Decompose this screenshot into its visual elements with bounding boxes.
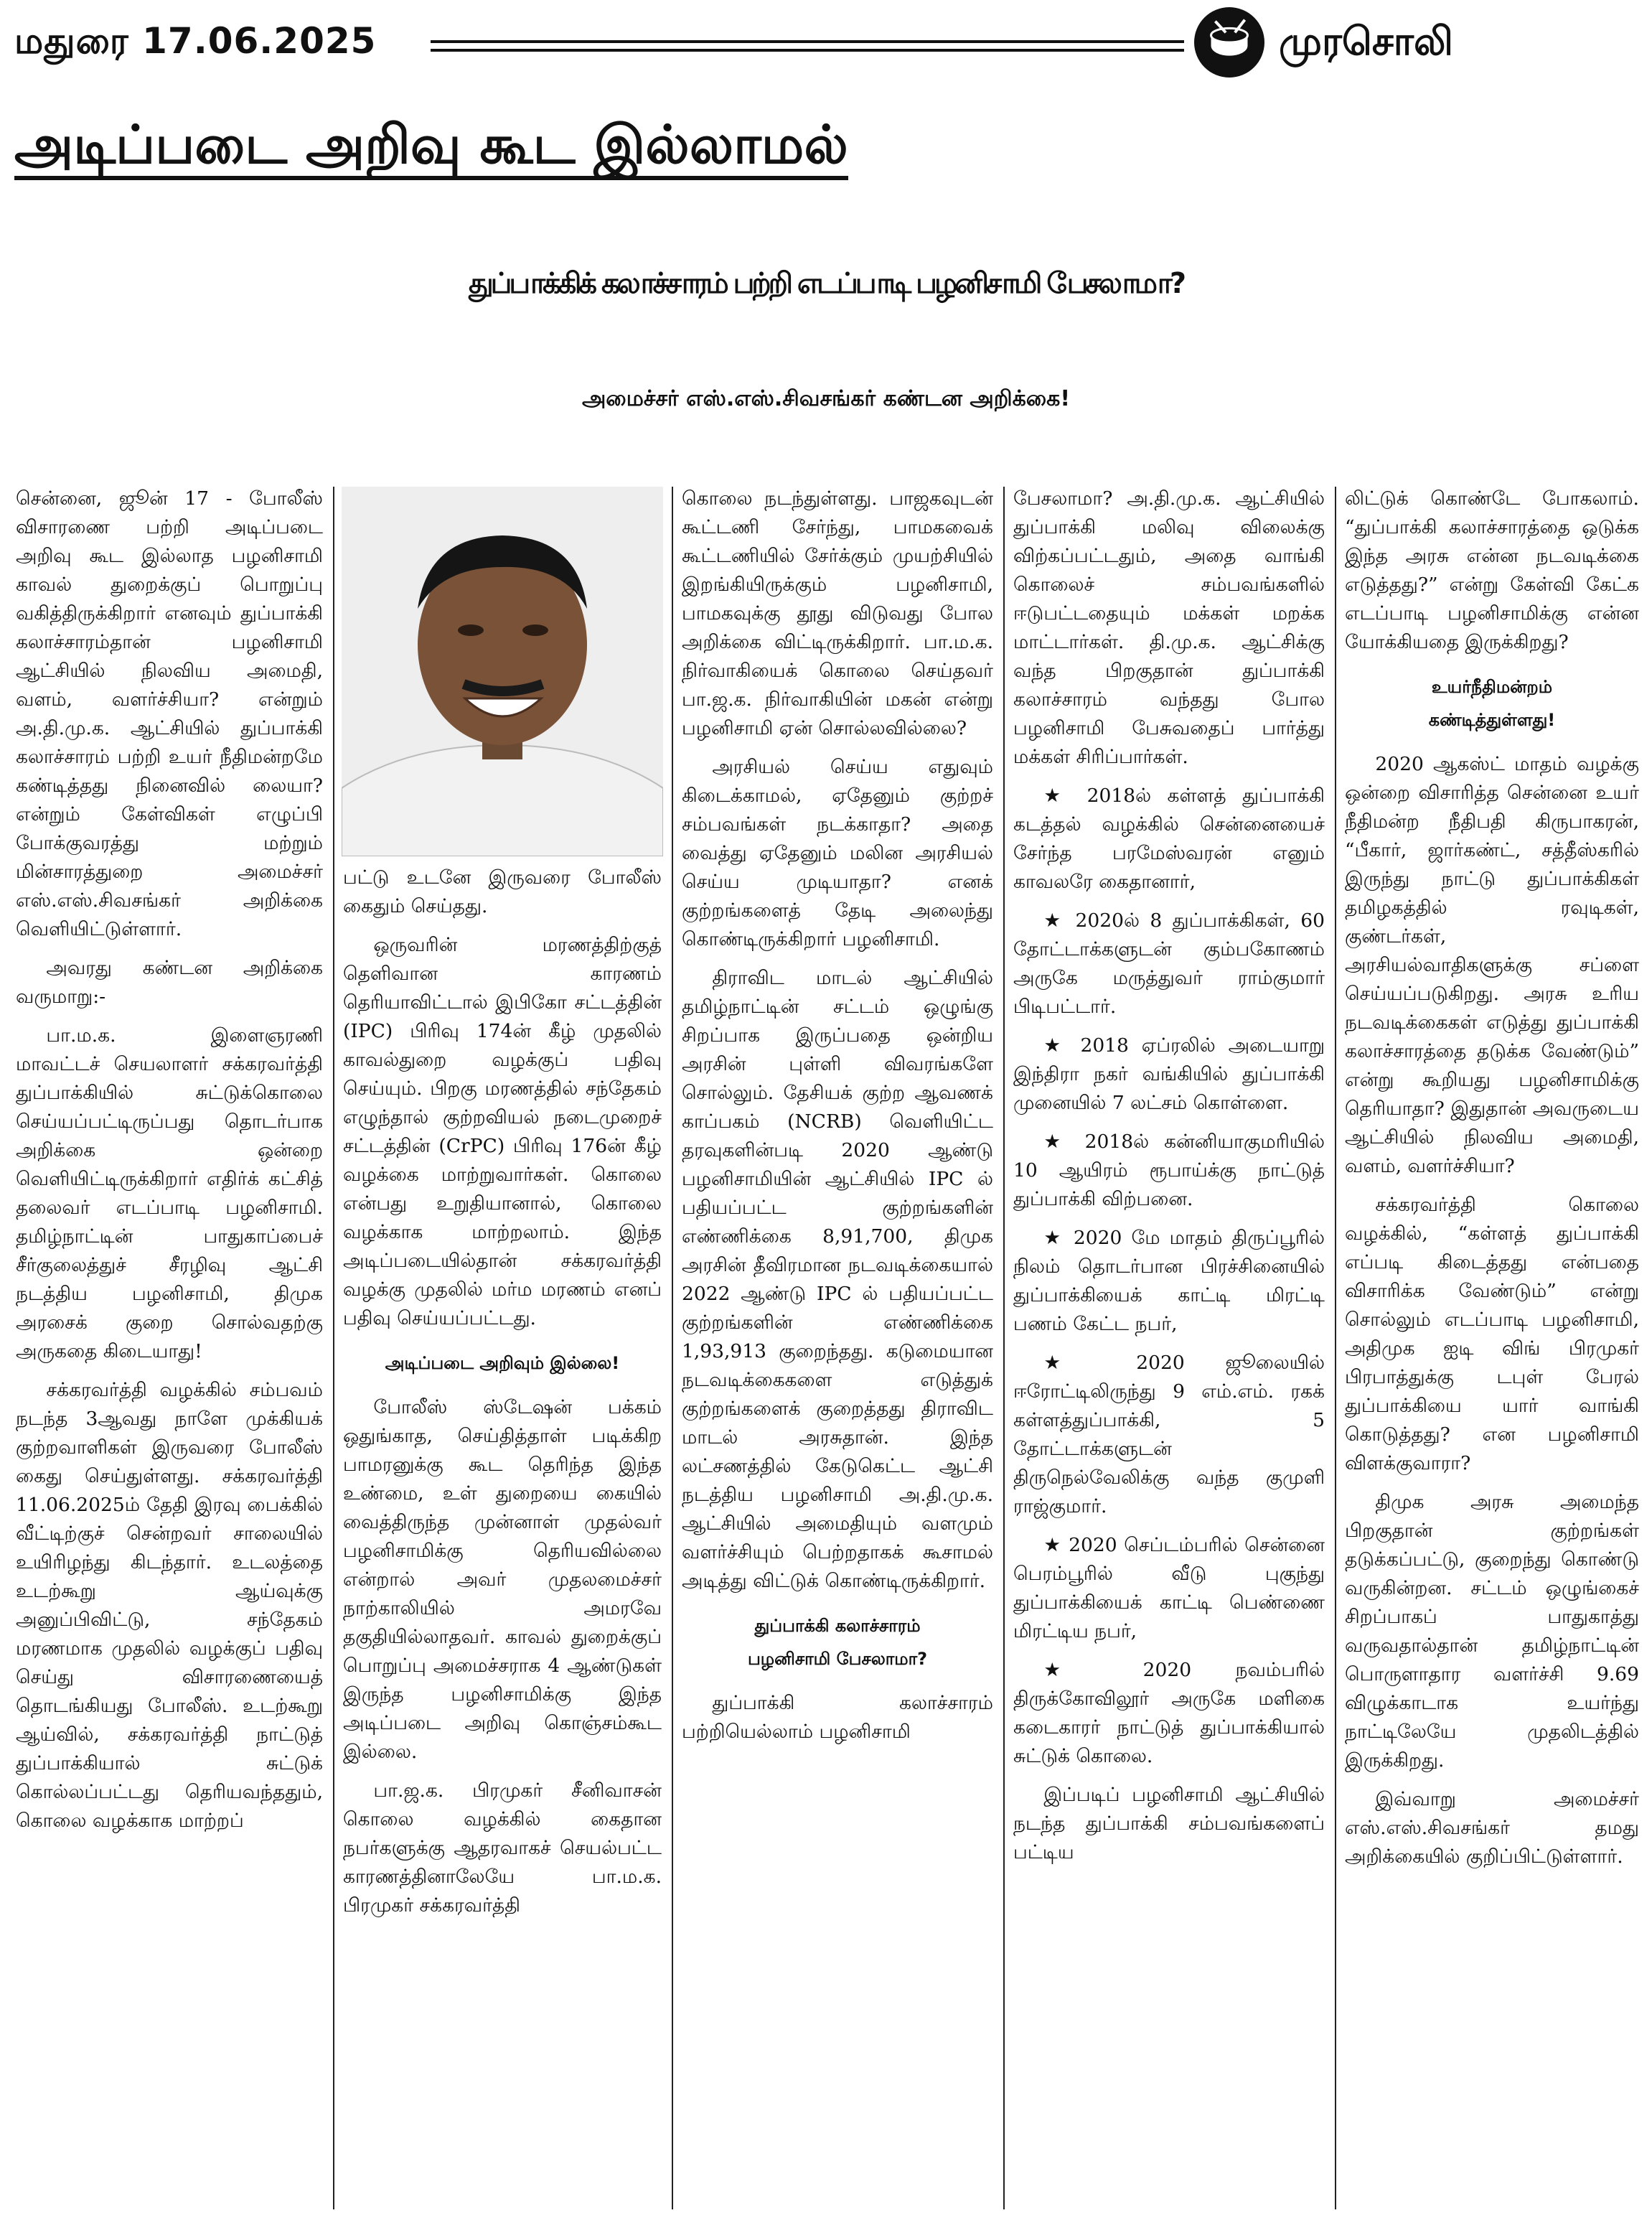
article-paragraph: சென்னை, ஜூன் 17 - போலீஸ் விசாரணை பற்றி அடிப்படை அறிவு கூட இல்லாத பழனிசாமி காவல் துறைக்குப் பொறுப்பு வகித்திருக்கிறார் எனவும் துப்பாக்கி கலாச்சாரம்தான் பழனிசாமி ஆட்சியில் நிலவிய அமைதி, வளம், வளர்ச்சியா? என்றும் அ.தி.மு.க. ஆட்சியில் துப்பாக்கி கலாச்சாரம் பற்றி உயர் நீதிமன்றமே கண்டித்தது நினைவில் லையா? என்றும் கேள்விகள் எழுப்பி போக்குவரத்து மற்றும் மின்சாரத்துறை அமைச்சர் எஸ்.எஸ்.சிவசங்கர் அறிக்கை வெளியிட்டுள்ளார். bbox=[16, 487, 323, 940]
article-paragraph: சக்கரவர்த்தி வழக்கில் சம்பவம் நடந்த 3ஆவது நாளே முக்கியக் குற்றவாளிகள் இருவரை போலீஸ் கைது செய்துள்ளது. சக்கரவர்த்தி 11.06.2025ம் தேதி இரவு பைக்கில் வீட்டிற்குச் சென்றவர் சாலையில் உயிரிழந்து கிடந்தார். உடலத்தை உடற்கூறு ஆய்வுக்கு அனுப்பிவிட்டு, சந்தேகம் மரணமாக முதலில் வழக்குப் பதிவு செய்து விசாரணையைத் தொடங்கியது போலீஸ். உடற்கூறு ஆய்வில், சக்கரவர்த்தி நாட்டுத் துப்பாக்கியால் சுட்டுக் கொல்லப்பட்டது தெரியவந்ததும், கொலை வழக்காக மாற்றப் bbox=[16, 1379, 323, 1832]
photo-caption-continuation: பட்டு உடனே இருவரை போலீஸ் கைதும் செய்தது. bbox=[343, 866, 662, 917]
bullet-item: ★ 2018ல் கன்னியாகுமரியில் 10 ஆயிரம் ரூபாய்க்கு நாட்டுத் துப்பாக்கி விற்பனை. bbox=[1013, 1131, 1325, 1210]
bullet-item: ★ 2020 மே மாதம் திருப்பூரில் நிலம் தொடர்பான பிரச்சினையில் துப்பாக்கியைக் காட்டி மிரட்டி பணம் கேட்ட நபர், bbox=[1013, 1227, 1325, 1335]
article-column-4 bbox=[1013, 485, 1325, 2207]
section-subheading: உயர்நீதிமன்றம் bbox=[1431, 677, 1553, 697]
bullet-item: ★ 2020 செப்டம்பரில் சென்னை பெரம்பூரில் வீடு புகுந்து துப்பாக்கியைக் காட்டி பெண்ணை மிரட்டிய நபர், bbox=[1013, 1534, 1325, 1642]
minister-portrait-photo bbox=[342, 487, 663, 856]
section-subheading: அடிப்படை அறிவும் இல்லை! bbox=[385, 1353, 620, 1373]
article-paragraph: 2020 ஆகஸ்ட் மாதம் வழக்கு ஒன்றை விசாரித்த சென்னை உயர் நீதிமன்ற நீதிபதி கிருபாகரன், “பீகார், ஜார்கண்ட், சத்தீஸ்கரில் இருந்து நாட்டு துப்பாக்கிகள் தமிழகத்தில் ரவுடிகள், குண்டர்கள், அரசியல்வாதிகளுக்கு சப்ளை செய்யப்படுகிறது. அரசு உரிய நடவடிக்கைகள் எடுத்து துப்பாக்கி கலாச்சாரத்தை தடுக்க வேண்டும்” என்று கூறியது பழனிசாமிக்கு தெரியாதா? இதுதான் அவருடைய ஆட்சியில் நிலவிய அமைதி, வளம், வளர்ச்சியா? bbox=[1345, 753, 1639, 1177]
article-paragraph: இவ்வாறு அமைச்சர் எஸ்.எஸ்.சிவசங்கர் தமது அறிக்கையில் குறிப்பிட்டுள்ளார். bbox=[1345, 1788, 1639, 1868]
article-paragraph: கொலை நடந்துள்ளது. பாஜகவுடன் கூட்டணி சேர்ந்து, பாமகவைக் கூட்டணியில் சேர்க்கும் முயற்சியில் இறங்கியிருக்கும் பழனிசாமி, பாமகவுக்கு தூது விடுவது போல அறிக்கை விட்டிருக்கிறார். பா.ம.க. நிர்வாகியைக் கொலை செய்தவர் பா.ஜ.க. நிர்வாகியின் மகன் என்று பழனிசாமி ஏன் சொல்லவில்லை? bbox=[682, 487, 993, 739]
column-divider bbox=[1003, 487, 1005, 2209]
column-divider bbox=[1335, 487, 1336, 2209]
article-paragraph: பா.ம.க. இளைஞரணி மாவட்டச் செயலாளர் சக்கரவர்த்தி துப்பாக்கியில் சுட்டுக்கொலை செய்யப்பட்டிருப்பது தொடர்பாக அறிக்கை ஒன்றை வெளியிட்டிருக்கிறார் எதிர்க் கட்சித் தலைவர் எடப்பாடி பழனிசாமி. தமிழ்நாட்டின் பாதுகாப்பைச் சீர்குலைத்துச் சீரழிவு ஆட்சி நடத்திய பழனிசாமி, திமுக அரசைக் குறை சொல்வதற்கு அருகதை கிடையாது! bbox=[16, 1024, 323, 1362]
kicker-headline: அடிப்படை அறிவு கூட இல்லாமல் bbox=[14, 115, 848, 180]
bullet-item: ★ 2020 நவம்பரில் திருக்கோவிலூர் அருகே மளிகை கடைகாரர் நாட்டுத் துப்பாக்கியால் சுட்டுக் கொலை. bbox=[1013, 1659, 1325, 1767]
column-divider bbox=[672, 487, 673, 2209]
masthead-city-date: மதுரை 17.06.2025 bbox=[14, 20, 377, 62]
article-paragraph: லிட்டுக் கொண்டே போகலாம். “துப்பாக்கி கலாச்சாரத்தை ஒடுக்க இந்த அரசு என்ன நடவடிக்கை எடுத்தது?” என்று கேள்வி கேட்க எடப்பாடி பழனிசாமிக்கு என்ன யோக்கியதை இருக்கிறது? bbox=[1345, 487, 1639, 653]
column-divider bbox=[333, 487, 334, 2209]
bullet-item: ★ 2020ல் 8 துப்பாக்கிகள், 60 தோட்டாக்களுடன் கும்பகோணம் அருகே மருத்துவர் ராம்குமார் பிடிபட்டார். bbox=[1013, 909, 1325, 1018]
section-subheading: கண்டித்துள்ளது! bbox=[1428, 710, 1556, 730]
article-paragraph: துப்பாக்கி கலாச்சாரம் பற்றியெல்லாம் பழனிசாமி bbox=[682, 1692, 993, 1743]
bullet-item: ★ 2018ல் கள்ளத் துப்பாக்கி கடத்தல் வழக்கில் சென்னையைச் சேர்ந்த பரமேஸ்வரன் எனும் காவலரே கைதானார், bbox=[1013, 785, 1325, 893]
article-paragraph: அரசியல் செய்ய எதுவும் கிடைக்காமல், ஏதேனும் குற்றச் சம்பவங்கள் நடக்காதா? அதை வைத்து ஏதேனும் மலின அரசியல் செய்ய முடியாதா? எனக் குற்றங்களைத் தேடி அலைந்து கொண்டிருக்கிறார் பழனிசாமி. bbox=[682, 756, 993, 950]
drum-logo-icon bbox=[1194, 7, 1264, 78]
bullet-item: ★ 2020 ஜூலையில் ஈரோட்டிலிருந்து 9 எம்.எம். ரகக் கள்ளத்துப்பாக்கி, 5 தோட்டாக்களுடன் திருநெல்வேலிக்கு வந்த குமுளி ராஜ்குமார். bbox=[1013, 1352, 1325, 1517]
article-column-1 bbox=[16, 485, 323, 2207]
article-paragraph: பேசலாமா? அ.தி.மு.க. ஆட்சியில் துப்பாக்கி மலிவு விலைக்கு விற்கப்பட்டதும், அதை வாங்கி கொலைச் சம்பவங்களில் ஈடுபட்டதையும் மக்கள் மறக்க மாட்டார்கள். தி.மு.க. ஆட்சிக்கு வந்த பிறகுதான் துப்பாக்கி கலாச்சாரம் வந்தது போல பழனிசாமி பேசுவதைப் பார்த்து மக்கள் சிரிப்பார்கள். bbox=[1013, 487, 1325, 768]
article-paragraph: திமுக அரசு அமைந்த பிறகுதான் குற்றங்கள் தடுக்கப்பட்டு, குறைந்து கொண்டு வருகின்றன. சட்டம் ஒழுங்கைச் சிறப்பாகப் பாதுகாத்து வருவதால்தான் தமிழ்நாட்டின் பொருளாதார வளர்ச்சி 9.69 விழுக்காடாக உயர்ந்து நாட்டிலேயே முதலிடத்தில் இருக்கிறது. bbox=[1345, 1491, 1639, 1772]
section-subheading: பழனிசாமி பேசலாமா? bbox=[747, 1649, 928, 1669]
article-paragraph: சக்கரவர்த்தி கொலை வழக்கில், “கள்ளத் துப்பாக்கி எப்படி கிடைத்தது என்பதை விசாரிக்க வேண்டும்” என்று சொல்லும் எடப்பாடி பழனிசாமி, அதிமுக ஐடி விங் பிரமுகர் பிரபாத்துக்கு டபுள் பேரல் துப்பாக்கியை யார் வாங்கி கொடுத்தது? என பழனிசாமி விளக்குவாரா? bbox=[1345, 1194, 1639, 1474]
article-paragraph: போலீஸ் ஸ்டேஷன் பக்கம் ஒதுங்காத, செய்தித்தாள் படிக்கிற பாமரனுக்கு கூட தெரிந்த இந்த உண்மை, உள் துறையை கையில் வைத்திருந்த முன்னாள் முதல்வர் பழனிசாமிக்கு தெரியவில்லை என்றால் அவர் முதலமைச்சர் நாற்காலியில் அமரவே தகுதியில்லாதவர். காவல் துறைக்குப் பொறுப்பு அமைச்சராக 4 ஆண்டுகள் இருந்த பழனிசாமிக்கு இந்த அடிப்படை அறிவு கொஞ்சம்கூட இல்லை. bbox=[343, 1396, 662, 1763]
article-column-5 bbox=[1345, 485, 1639, 2207]
article-paragraph: பா.ஜ.க. பிரமுகர் சீனிவாசன் கொலை வழக்கில் கைதான நபர்களுக்கு ஆதரவாகச் செயல்பட்ட காரணத்தினாலேயே பா.ம.க. பிரமுகர் சக்கரவர்த்தி bbox=[343, 1779, 662, 1917]
article-paragraph: அவரது கண்டன அறிக்கை வருமாறு:- bbox=[16, 957, 323, 1008]
article-paragraph: திராவிட மாடல் ஆட்சியில் தமிழ்நாட்டின் சட்டம் ஒழுங்கு சிறப்பாக இருப்பதை ஒன்றிய அரசின் புள்ளி விவரங்களே சொல்லும். தேசியக் குற்ற ஆவணக் காப்பகம் (NCRB) வெளியிட்ட தரவுகளின்படி 2020 ஆண்டு பழனிசாமியின் ஆட்சியில் IPC ல் பதியப்பட்ட குற்றங்களின் எண்ணிக்கை 8,91,700, திமுக அரசின் தீவிரமான நடவடிக்கையால் 2022 ஆண்டு IPC ல் பதியப்பட்ட குற்றங்களின் எண்ணிக்கை 1,93,913 குறைந்தது. கடுமையான நடவடிக்கைகளை எடுத்துக் குற்றங்களைக் குறைத்தது திராவிட மாடல் அரசுதான். இந்த லட்சணத்தில் கேடுகெட்ட ஆட்சி நடத்திய பழனிசாமி அ.தி.மு.க. ஆட்சியில் அமைதியும் வளமும் வளர்ச்சியும் பெற்றதாகக் கூசாமல் அடித்து விட்டுக் கொண்டிருக்கிறார். bbox=[682, 967, 993, 1592]
article-paragraph: இப்படிப் பழனிசாமி ஆட்சியில் நடந்த துப்பாக்கி சம்பவங்களைப் பட்டிய bbox=[1013, 1784, 1325, 1863]
sub-headline: அமைச்சர் எஸ்.எஸ்.சிவசங்கர் கண்டன அறிக்கை! bbox=[581, 386, 1071, 411]
main-headline: துப்பாக்கிக் கலாச்சாரம் பற்றி எடப்பாடி பழனிசாமி பேசலாமா? bbox=[468, 267, 1184, 300]
section-subheading: துப்பாக்கி கலாச்சாரம் bbox=[754, 1616, 921, 1636]
article-column-3 bbox=[682, 485, 993, 2207]
article-column-2 bbox=[343, 864, 662, 2207]
bullet-item: ★ 2018 ஏப்ரலில் அடையாறு இந்திரா நகர் வங்கியில் துப்பாக்கி முனையில் 7 லட்சம் கொள்ளை. bbox=[1013, 1034, 1325, 1114]
masthead-rule bbox=[431, 40, 1184, 52]
article-paragraph: ஒருவரின் மரணத்திற்குத் தெளிவான காரணம் தெரியாவிட்டால் இபிகோ சட்டத்தின் (IPC) பிரிவு 174ன் கீழ் முதலில் காவல்துறை வழக்குப் பதிவு செய்யும். பிறகு மரணத்தில் சந்தேகம் எழுந்தால் குற்றவியல் நடைமுறைச் சட்டத்தின் (CrPC) பிரிவு 176ன் கீழ் வழக்கை மாற்றுவார்கள். கொலை என்பது உறுதியானால், கொலை வழக்காக மாற்றலாம். இந்த அடிப்படையில்தான் சக்கரவர்த்தி வழக்கு முதலில் மர்ம மரணம் எனப் பதிவு செய்யப்பட்டது. bbox=[343, 934, 662, 1329]
newspaper-brand: முரசொலி bbox=[1279, 19, 1453, 64]
